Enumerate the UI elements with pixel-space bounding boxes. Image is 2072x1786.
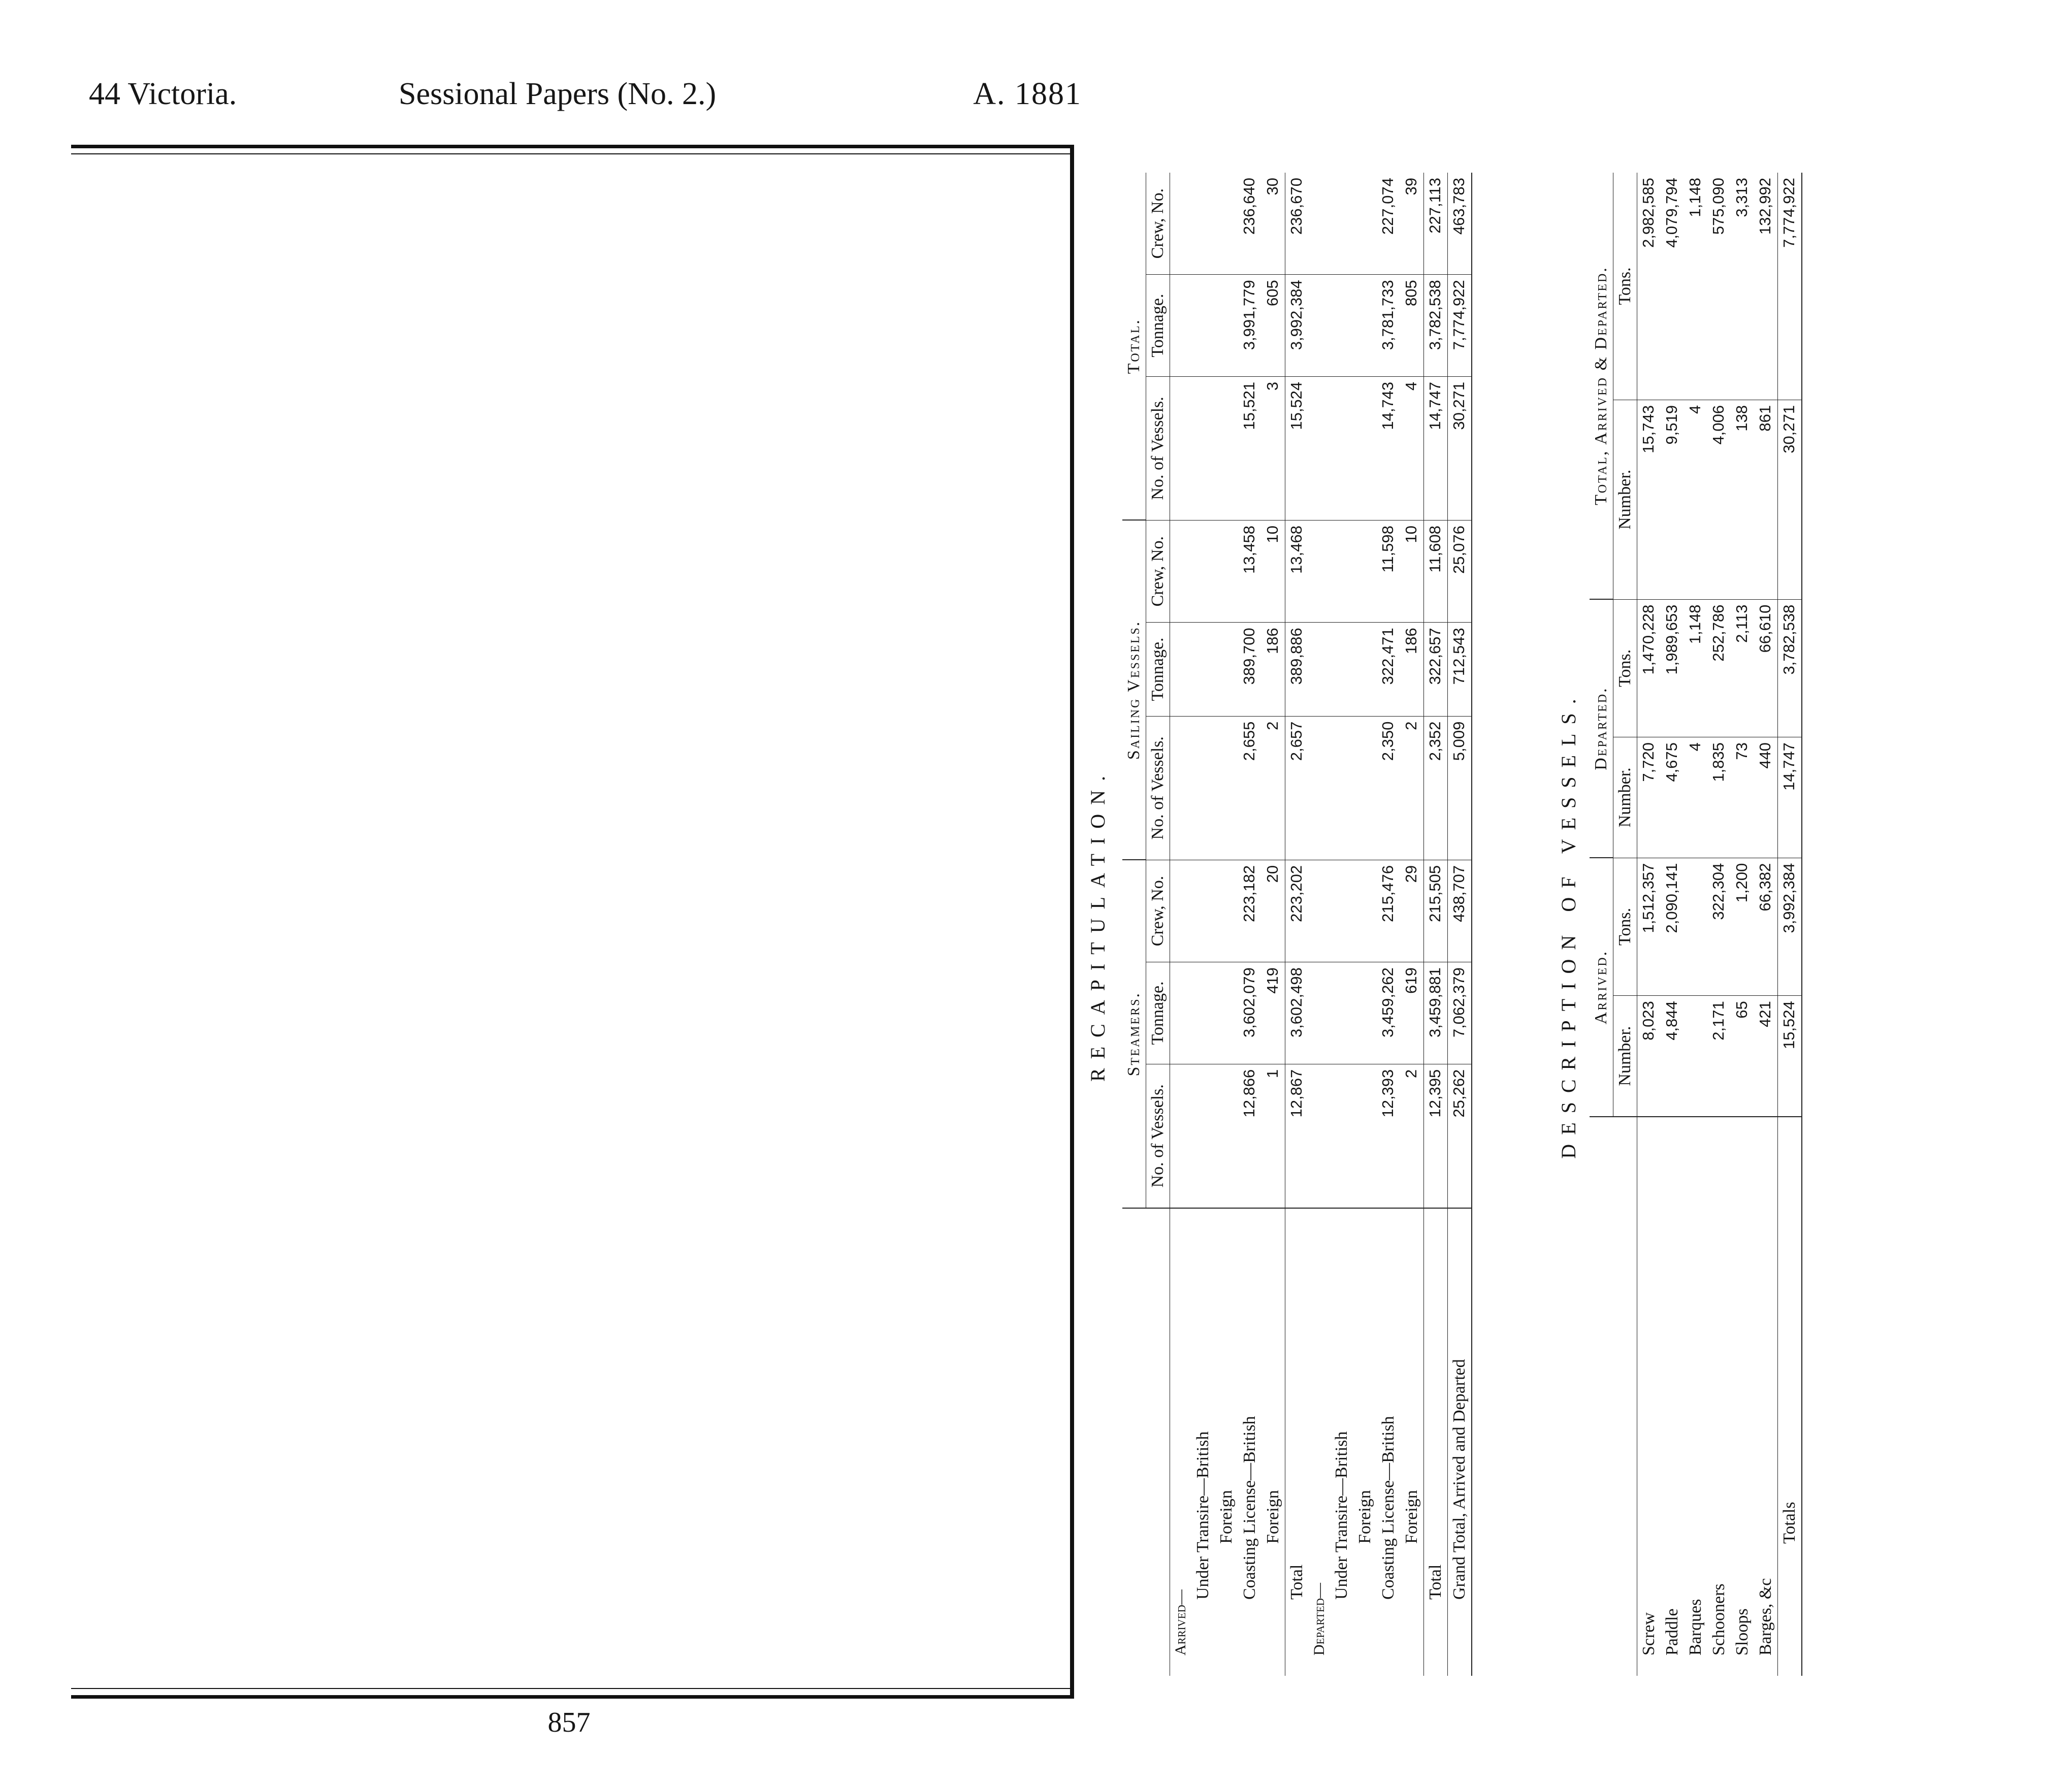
table-cell: 438,707: [1448, 860, 1472, 962]
row-label: Foreign: [1261, 1208, 1285, 1676]
table-cell: [1215, 376, 1238, 520]
table-cell: [1330, 275, 1353, 377]
table-cell: [1170, 962, 1192, 1064]
table-cell: 132,992: [1756, 178, 1774, 235]
table-cell: 2,982,585: [1639, 178, 1657, 248]
table-row: [1285, 173, 1309, 1676]
recap-group-total: Total.: [1122, 173, 1146, 521]
row-label: Schooners: [1707, 1117, 1731, 1676]
table-cell: [1191, 716, 1215, 860]
table-cell: 2,090,141: [1661, 858, 1684, 996]
row-label: Foreign: [1353, 1208, 1377, 1676]
table-row: [1448, 173, 1472, 1676]
table-cell: 712,543: [1448, 623, 1472, 716]
table-cell: 2,352: [1424, 716, 1448, 860]
table-cell: [1309, 623, 1330, 716]
table-cell: 12,395: [1424, 1064, 1448, 1208]
recap-subcol-header: Crew, No.: [1146, 860, 1170, 962]
table-cell: 11,608: [1424, 521, 1448, 623]
table-cell: 215,476: [1377, 860, 1400, 962]
desc-body: [1637, 173, 1802, 1676]
table-cell: 12,867: [1285, 1064, 1309, 1208]
table-cell: 1,512,357: [1637, 858, 1661, 996]
table-row: [1400, 173, 1424, 1676]
table-cell: [1191, 521, 1215, 623]
table-cell: 3,313: [1733, 178, 1751, 217]
table-cell: [1330, 623, 1353, 716]
description-table: [1590, 173, 1802, 1676]
table-cell: 3,992,384: [1285, 275, 1309, 377]
table-row: [1330, 173, 1353, 1676]
desc-group-arrived: Arrived.: [1590, 858, 1613, 1117]
table-cell: 30: [1264, 178, 1281, 196]
table-cell: 12,866: [1238, 1064, 1261, 1208]
row-label: Paddle: [1661, 1117, 1684, 1676]
row-label: Departed—: [1309, 1208, 1330, 1676]
table-cell: [1191, 173, 1215, 275]
table-cell: 463,783: [1448, 173, 1472, 275]
table-row: [1637, 173, 1661, 1676]
desc-subcol-header: Tons.: [1613, 173, 1637, 400]
rotated-content: [1077, 157, 2072, 1691]
table-cell: [1309, 173, 1330, 275]
row-label: Foreign: [1400, 1208, 1424, 1676]
row-label: Sloops: [1731, 1117, 1754, 1676]
table-cell: [1191, 1064, 1215, 1208]
table-cell: [1215, 173, 1238, 275]
table-cell: [1170, 275, 1192, 377]
table-cell: 252,786: [1707, 599, 1731, 737]
table-cell: 4,079,794: [1663, 178, 1680, 248]
desc-label-header: [1590, 1117, 1637, 1676]
recap-subcol-header: Tonnage.: [1146, 962, 1170, 1064]
row-label: Total: [1424, 1208, 1448, 1676]
table-cell: [1353, 521, 1377, 623]
table-cell: [1309, 376, 1330, 520]
table-cell: 3: [1261, 376, 1285, 520]
table-cell: 66,382: [1754, 858, 1778, 996]
table-cell: [1684, 858, 1707, 996]
header-year: A. 1881: [973, 77, 1082, 111]
table-row: [1778, 173, 1802, 1676]
table-cell: 4,006: [1707, 400, 1731, 599]
table-cell: 3,991,779: [1238, 275, 1261, 377]
table-cell: 1,989,653: [1661, 599, 1684, 737]
table-cell: [1353, 1064, 1377, 1208]
row-label: Coasting License—British: [1238, 1208, 1261, 1676]
row-label: Grand Total, Arrived and Departed: [1448, 1208, 1472, 1676]
table-cell: [1170, 716, 1192, 860]
table-cell: [1170, 623, 1192, 716]
table-cell: 25,076: [1448, 521, 1472, 623]
recap-subcol-header: No. of Vessels.: [1146, 1064, 1170, 1208]
table-cell: [1309, 716, 1330, 860]
table-cell: 322,304: [1707, 858, 1731, 996]
table-cell: 30,271: [1778, 400, 1802, 599]
table-cell: [1353, 173, 1377, 275]
table-cell: 5,009: [1448, 716, 1472, 860]
table-cell: 3,992,384: [1778, 858, 1802, 996]
table-cell: [1353, 716, 1377, 860]
table-cell: [1170, 521, 1192, 623]
row-label: Total: [1285, 1208, 1309, 1676]
table-cell: 15,521: [1238, 376, 1261, 520]
table-cell: 2: [1400, 716, 1424, 860]
page-number: 857: [547, 1707, 591, 1738]
table-cell: 14,747: [1424, 376, 1448, 520]
header-title: Sessional Papers (No. 2.): [399, 77, 717, 111]
table-cell: [1309, 275, 1330, 377]
desc-subcol-header: Number.: [1613, 400, 1637, 599]
table-cell: [1353, 275, 1377, 377]
table-cell: 14,747: [1778, 737, 1802, 858]
table-row: [1215, 173, 1238, 1676]
recap-subcol-header: Tonnage.: [1146, 275, 1170, 377]
description-title: DESCRIPTION OF VESSELS.: [1557, 690, 1580, 1159]
recap-group-sailing: Sailing Vessels.: [1122, 521, 1146, 860]
table-cell: 2: [1400, 1064, 1424, 1208]
table-cell: [1330, 1064, 1353, 1208]
table-cell: [1353, 962, 1377, 1064]
table-cell: 236,670: [1285, 173, 1309, 275]
table-row: [1731, 173, 1754, 1676]
table-cell: 29: [1400, 860, 1424, 962]
table-cell: 389,700: [1238, 623, 1261, 716]
table-cell: 186: [1261, 623, 1285, 716]
row-label: Under Transire—British: [1191, 1208, 1215, 1676]
table-cell: 805: [1400, 275, 1424, 377]
table-cell: [1191, 860, 1215, 962]
row-label: Totals: [1778, 1117, 1802, 1676]
table-row: [1353, 173, 1377, 1676]
table-cell: 65: [1731, 996, 1754, 1117]
table-cell: 11,598: [1377, 521, 1400, 623]
table-cell: 13,458: [1238, 521, 1261, 623]
table-cell: [1215, 521, 1238, 623]
table-cell: [1330, 173, 1353, 275]
table-cell: 1,835: [1707, 737, 1731, 858]
table-cell: 4: [1684, 737, 1707, 858]
recap-subcol-header: No. of Vessels.: [1146, 376, 1170, 520]
table-cell: 10: [1261, 521, 1285, 623]
table-cell: 421: [1754, 996, 1778, 1117]
table-cell: 138: [1731, 400, 1754, 599]
table-cell: 389,886: [1285, 623, 1309, 716]
row-label: Under Transire—British: [1330, 1208, 1353, 1676]
table-cell: 30,271: [1448, 376, 1472, 520]
table-cell: 2,350: [1377, 716, 1400, 860]
table-cell: [1309, 962, 1330, 1064]
table-cell: 3,782,538: [1424, 275, 1448, 377]
table-cell: [1215, 962, 1238, 1064]
table-cell: 419: [1261, 962, 1285, 1064]
recap-subcol-header: Crew, No.: [1146, 521, 1170, 623]
table-cell: 2: [1261, 716, 1285, 860]
table-cell: [1191, 275, 1215, 377]
table-cell: [1170, 1064, 1192, 1208]
table-cell: 2,171: [1707, 996, 1731, 1117]
recapitulation-table: [1122, 173, 1472, 1676]
table-cell: 3,602,498: [1285, 962, 1309, 1064]
table-cell: 7,720: [1637, 737, 1661, 858]
table-cell: 575,090: [1709, 178, 1727, 235]
table-cell: [1170, 860, 1192, 962]
table-cell: [1215, 716, 1238, 860]
recap-label-header: [1122, 1208, 1170, 1676]
table-cell: [1191, 623, 1215, 716]
table-cell: 4: [1684, 400, 1707, 599]
table-cell: 2,657: [1285, 716, 1309, 860]
table-row: [1191, 173, 1215, 1676]
desc-subcol-header: Tons.: [1613, 858, 1637, 996]
table-cell: [1353, 860, 1377, 962]
table-cell: [1309, 1064, 1330, 1208]
table-cell: 227,074: [1379, 178, 1397, 235]
table-cell: [1309, 860, 1330, 962]
table-cell: 1,200: [1731, 858, 1754, 996]
table-cell: 3,602,079: [1238, 962, 1261, 1064]
table-cell: 619: [1400, 962, 1424, 1064]
table-cell: 20: [1261, 860, 1285, 962]
recap-body: [1170, 173, 1472, 1676]
table-cell: 7,062,379: [1448, 962, 1472, 1064]
table-cell: 322,657: [1424, 623, 1448, 716]
page-header: [89, 76, 1082, 122]
table-row: [1684, 173, 1707, 1676]
table-cell: 3,781,733: [1377, 275, 1400, 377]
table-row: [1238, 173, 1261, 1676]
table-cell: [1309, 521, 1330, 623]
table-cell: 605: [1261, 275, 1285, 377]
table-cell: 7,774,922: [1448, 275, 1472, 377]
row-label: Barges, &c: [1754, 1117, 1778, 1676]
table-cell: 15,524: [1285, 376, 1309, 520]
table-cell: 2,113: [1731, 599, 1754, 737]
table-cell: 223,182: [1238, 860, 1261, 962]
table-row: [1424, 173, 1448, 1676]
table-cell: [1330, 962, 1353, 1064]
table-cell: 4: [1400, 376, 1424, 520]
table-cell: 14,743: [1377, 376, 1400, 520]
table-cell: 1,470,228: [1637, 599, 1661, 737]
table-cell: [1170, 376, 1192, 520]
table-cell: [1170, 173, 1192, 275]
table-cell: 7,774,922: [1778, 173, 1802, 400]
table-row: [1661, 173, 1684, 1676]
table-cell: 440: [1754, 737, 1778, 858]
desc-subcol-header: Number.: [1613, 996, 1637, 1117]
table-cell: 1,148: [1686, 178, 1704, 217]
table-cell: 10: [1400, 521, 1424, 623]
row-label: Arrived—: [1170, 1208, 1192, 1676]
table-row: [1377, 173, 1400, 1676]
table-cell: [1353, 376, 1377, 520]
table-cell: 2,655: [1238, 716, 1261, 860]
table-cell: 4,675: [1661, 737, 1684, 858]
table-row: [1754, 173, 1778, 1676]
table-cell: 1,148: [1684, 599, 1707, 737]
table-cell: 227,113: [1424, 173, 1448, 275]
table-cell: 215,505: [1424, 860, 1448, 962]
table-cell: [1215, 1064, 1238, 1208]
table-cell: [1215, 623, 1238, 716]
table-cell: [1353, 623, 1377, 716]
table-row: [1309, 173, 1330, 1676]
recap-subcol-header: Tonnage.: [1146, 623, 1170, 716]
table-cell: [1330, 521, 1353, 623]
desc-group-total: Total, Arrived & Departed.: [1590, 173, 1613, 599]
table-cell: 15,743: [1637, 400, 1661, 599]
table-cell: 223,202: [1285, 860, 1309, 962]
table-row: [1170, 173, 1192, 1676]
table-cell: 236,640: [1240, 178, 1258, 235]
table-cell: 322,471: [1377, 623, 1400, 716]
row-label: Screw: [1637, 1117, 1661, 1676]
table-cell: 3,782,538: [1778, 599, 1802, 737]
table-cell: 186: [1400, 623, 1424, 716]
table-cell: 861: [1754, 400, 1778, 599]
table-cell: [1215, 275, 1238, 377]
table-cell: [1684, 996, 1707, 1117]
recap-group-steamers: Steamers.: [1122, 860, 1146, 1208]
recap-subcol-header: No. of Vessels.: [1146, 716, 1170, 860]
table-cell: 66,610: [1754, 599, 1778, 737]
table-cell: 3,459,881: [1424, 962, 1448, 1064]
table-cell: [1191, 376, 1215, 520]
table-cell: 9,519: [1661, 400, 1684, 599]
table-cell: 8,023: [1637, 996, 1661, 1117]
table-cell: [1330, 860, 1353, 962]
table-cell: [1330, 376, 1353, 520]
recap-title: RECAPITULATION.: [1086, 767, 1109, 1082]
desc-subcol-header: Number.: [1613, 737, 1637, 858]
table-row: [1707, 173, 1731, 1676]
desc-subcol-header: Tons.: [1613, 599, 1637, 737]
table-row: [1261, 173, 1285, 1676]
row-label: Foreign: [1215, 1208, 1238, 1676]
table-cell: 13,468: [1285, 521, 1309, 623]
row-label: Barques: [1684, 1117, 1707, 1676]
table-cell: 25,262: [1448, 1064, 1472, 1208]
table-cell: 15,524: [1778, 996, 1802, 1117]
table-cell: 3,459,262: [1377, 962, 1400, 1064]
table-cell: 4,844: [1661, 996, 1684, 1117]
header-session: 44 Victoria.: [89, 77, 237, 111]
table-cell: [1215, 860, 1238, 962]
table-cell: 1: [1261, 1064, 1285, 1208]
table-cell: [1330, 716, 1353, 860]
table-cell: [1191, 962, 1215, 1064]
table-cell: 73: [1731, 737, 1754, 858]
desc-group-departed: Departed.: [1590, 599, 1613, 858]
recap-subcol-header: Crew, No.: [1146, 173, 1170, 275]
table-cell: 39: [1402, 178, 1420, 196]
table-cell: 12,393: [1377, 1064, 1400, 1208]
table-frame: [71, 145, 1074, 1699]
row-label: Coasting License—British: [1377, 1208, 1400, 1676]
